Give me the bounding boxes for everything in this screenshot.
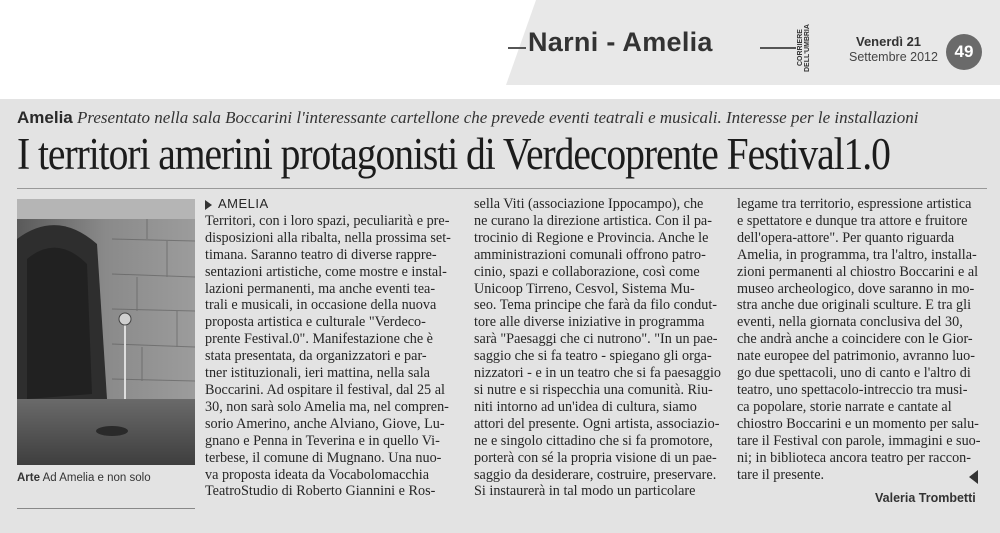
end-of-article-icon	[969, 470, 978, 484]
body-line: e spettatore e dunque tra attore e fruitore	[737, 212, 968, 229]
article-column-1	[205, 196, 454, 500]
kicker	[17, 108, 918, 128]
body-line: ca popolare, storie narrate e cantate al	[737, 398, 952, 415]
body-line: Si instaurerà in tal modo un particolare	[474, 483, 696, 500]
body-line: si nutre e si rispecchia una comunità. Riu-	[474, 381, 713, 398]
kicker-text: Presentato nella sala Boccarini l'interessante cartellone che prevede eventi teatrali e musicali. Interesse per le installazioni	[77, 108, 919, 127]
article-photo	[17, 199, 195, 465]
body-line: chiostro Boccarini e un momento per salu-	[737, 415, 979, 432]
issue-date-month: Settembre 2012	[849, 50, 938, 64]
header-rule-left	[508, 47, 526, 49]
body-line: stra anche due originali sculture. E tra gli	[737, 297, 972, 314]
dateline	[205, 196, 454, 213]
body-line: ne curano la direzione artistica. Con il pa-	[474, 212, 712, 229]
body-line: sarà "Paesaggi che ci nutrono". "In un pae-	[474, 331, 718, 348]
masthead-logo: CORRIERE DELL'UMBRIA	[797, 24, 811, 72]
body-line: Unicoop Tirreno, Cesvol, Sistema Mu-	[474, 280, 695, 297]
body-line: timana. Saranno teatro di diverse rappre-	[205, 246, 437, 263]
body-line: proposta artistica e culturale "Verdeco-	[205, 314, 426, 331]
body-line: sentazioni artistiche, come mostre e instal-	[205, 263, 447, 280]
body-line: stata presentata, da organizzatori e par-	[205, 348, 427, 365]
body-line: lazioni permanenti, ma anche eventi tea-	[205, 280, 436, 297]
headline-divider	[17, 188, 987, 189]
body-line: trocinio di Regione e Provincia. Anche le	[474, 229, 709, 246]
body-line: Amelia, in programma, tra l'altro, installa-	[737, 246, 977, 263]
body-line: che andrà anche a coincidere con le Gior-	[737, 331, 973, 348]
body-line: amministrazioni comunali offrono patro-	[474, 246, 706, 263]
body-line: sella Viti (associazione Ippocampo), che	[474, 196, 704, 212]
body-line: prente Festival.0". Manifestazione che è	[205, 331, 433, 348]
body-line: va proposta ideata da Vocabolomacchia	[205, 466, 430, 483]
caption-rule	[17, 508, 195, 509]
body-line: Boccarini. Ad ospitare il festival, dal 25 al	[205, 381, 445, 398]
header-rule-right	[760, 47, 796, 49]
dateline-arrow-icon	[205, 200, 212, 210]
body-line: saggio da desiderare, costruire, preservare.	[474, 466, 717, 483]
author-byline: Valeria Trombetti	[875, 491, 976, 505]
issue-date-day: Venerdì 21	[856, 34, 922, 49]
body-line: niti intorno ad un'idea di cultura, siamo	[474, 398, 697, 415]
photo-caption-text: Ad Amelia e non solo	[42, 472, 151, 484]
article-column-2	[474, 196, 723, 500]
body-line: nate europee del patrimonio, avranno luo-	[737, 348, 975, 365]
section-title: Narni - Amelia	[528, 27, 713, 57]
body-line: ni; in biblioteca ancora teatro per raccon-	[737, 449, 971, 466]
body-line: cinio, spazi e collaborazione, così come	[474, 263, 700, 280]
body-line: tare il Festival con parole, immagini e suo-	[737, 432, 981, 449]
body-line: tner istituzionali, ieri mattina, nella sala	[205, 365, 430, 382]
stone-archway-photo	[17, 199, 195, 465]
body-line: gnano e Penna in Teverina e in quello Vi-	[205, 432, 440, 449]
body-line: nizzatori - e in un teatro che si fa paesaggio	[474, 365, 721, 382]
dateline-text: AMELIA	[218, 196, 269, 211]
photo-caption	[17, 472, 151, 484]
body-line: porterà con sé la propria visione di un pae-	[474, 449, 717, 466]
photo-caption-label: Arte	[17, 472, 41, 484]
page-number-badge: 49	[946, 34, 982, 70]
body-line: go due spettacoli, uno di canto e l'altro di	[737, 365, 971, 382]
headline: I territori amerini protagonisti di Verdecoprente Festival1.0	[17, 129, 890, 179]
body-line: disposizioni alla ribalta, nella prossima set-	[205, 229, 451, 246]
body-line: sorio Amerino, anche Alviano, Giove, Lu-	[205, 415, 445, 432]
body-line: tare il presente.	[737, 466, 825, 483]
body-line: terbese, il comune di Mugnano. Una nuo-	[205, 449, 442, 466]
body-line: zioni permanenti al chiostro Boccarini e al	[737, 263, 979, 280]
body-line: eventi, nella giornata conclusiva del 30,	[737, 314, 963, 331]
body-line: teatro, uno spettacolo-intreccio tra musi-	[737, 381, 968, 398]
kicker-location: Amelia	[17, 108, 73, 127]
body-line: Territori, con i loro spazi, peculiarità e pre-	[205, 212, 450, 229]
body-line: museo archeologico, dove saranno in mo-	[737, 280, 975, 297]
article-column-3	[737, 196, 986, 483]
body-line: TeatroStudio di Roberto Giannini e Ros-	[205, 483, 436, 500]
body-line: legame tra territorio, espressione artistica	[737, 196, 972, 212]
body-line: seo. Tema principe che farà da filo condut-	[474, 297, 717, 314]
body-line: attori del presente. Ogni artista, associazio-	[474, 415, 720, 432]
body-line: dell'opera-attore". Per quanto riguarda	[737, 229, 955, 246]
body-line: 30, non sarà solo Amelia ma, nel compren-	[205, 398, 449, 415]
body-line: saggio che si fa teatro - spiegano gli orga-	[474, 348, 712, 365]
body-line: trali e musicali, in occasione della nuova	[205, 297, 437, 314]
body-line: ne e singolo cittadino che si fa promotore,	[474, 432, 713, 449]
body-line: tore alle diverse iniziative in programma	[474, 314, 705, 331]
